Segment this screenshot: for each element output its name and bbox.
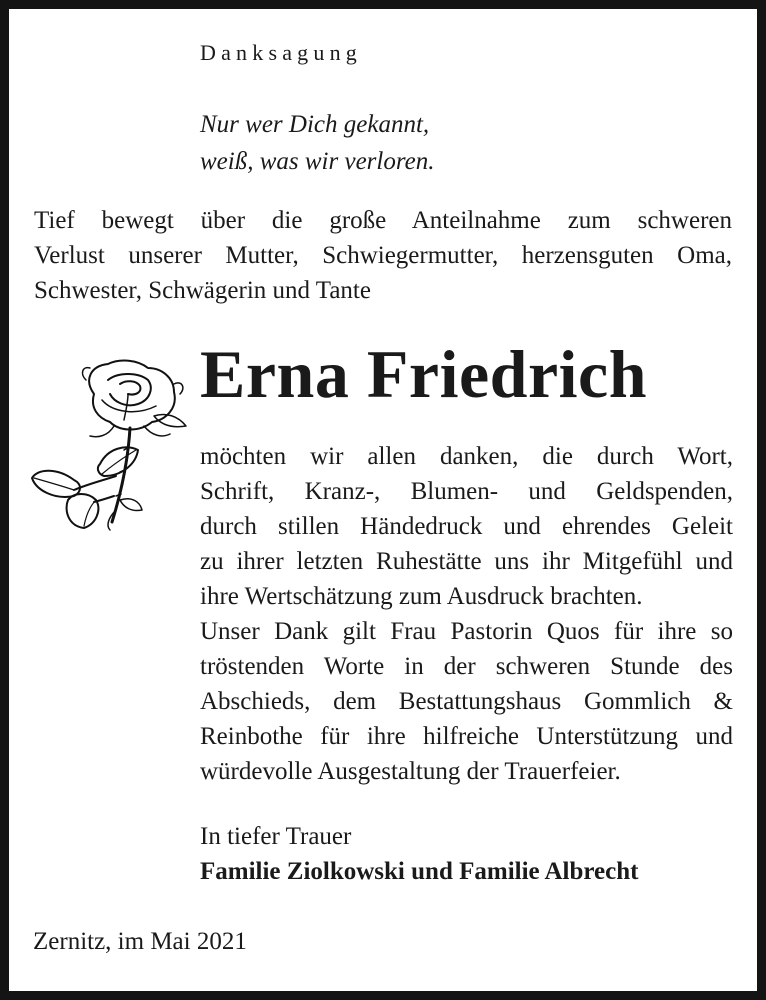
intro-line-2: Verlust unserer Mutter, Schwiegermutter, herzensguten Oma, [34, 242, 732, 269]
body-line-1: möchten wir allen danken, die durch Wort, [200, 443, 733, 470]
intro-line-3: Schwester, Schwägerin und Tante [34, 277, 371, 304]
deceased-name: Erna Friedrich [200, 336, 648, 412]
body-line-4: zu ihrer letzten Ruhestätte uns ihr Mitgefühl und [200, 548, 733, 575]
intro-paragraph [34, 203, 732, 308]
intro-line-1: Tief bewegt über die große Anteilnahme zum schweren [34, 207, 732, 234]
body-line-2: Schrift, Kranz-, Blumen- und Geldspenden, [200, 478, 733, 505]
rose-icon [28, 350, 198, 532]
body-line-3: durch stillen Händedruck und ehrendes Geleit [200, 513, 733, 540]
motto-line-1: Nur wer Dich gekannt, [200, 111, 430, 138]
place-date: Zernitz, im Mai 2021 [33, 928, 247, 955]
body-line-7: tröstenden Worte in der schweren Stunde des [200, 653, 733, 680]
closing-block [200, 819, 638, 889]
signature: Familie Ziolkowski und Familie Albrecht [200, 858, 639, 885]
body-line-10: würdevolle Ausgestaltung der Trauerfeier. [200, 758, 621, 785]
closing-line: In tiefer Trauer [200, 823, 352, 850]
notice-heading: Danksagung [200, 40, 362, 65]
body-line-9: Reinbothe für ihre hilfreiche Unterstützung und [200, 723, 733, 750]
body-line-5: ihre Wertschätzung zum Ausdruck brachten. [200, 583, 643, 610]
body-line-6: Unser Dank gilt Frau Pastorin Quos für ihre so [200, 618, 733, 645]
motto-quote [200, 106, 435, 180]
motto-line-2: weiß, was wir verloren. [200, 148, 435, 175]
body-line-8: Abschieds, dem Bestattungshaus Gommlich & [200, 688, 733, 715]
thanks-paragraph [200, 439, 733, 789]
